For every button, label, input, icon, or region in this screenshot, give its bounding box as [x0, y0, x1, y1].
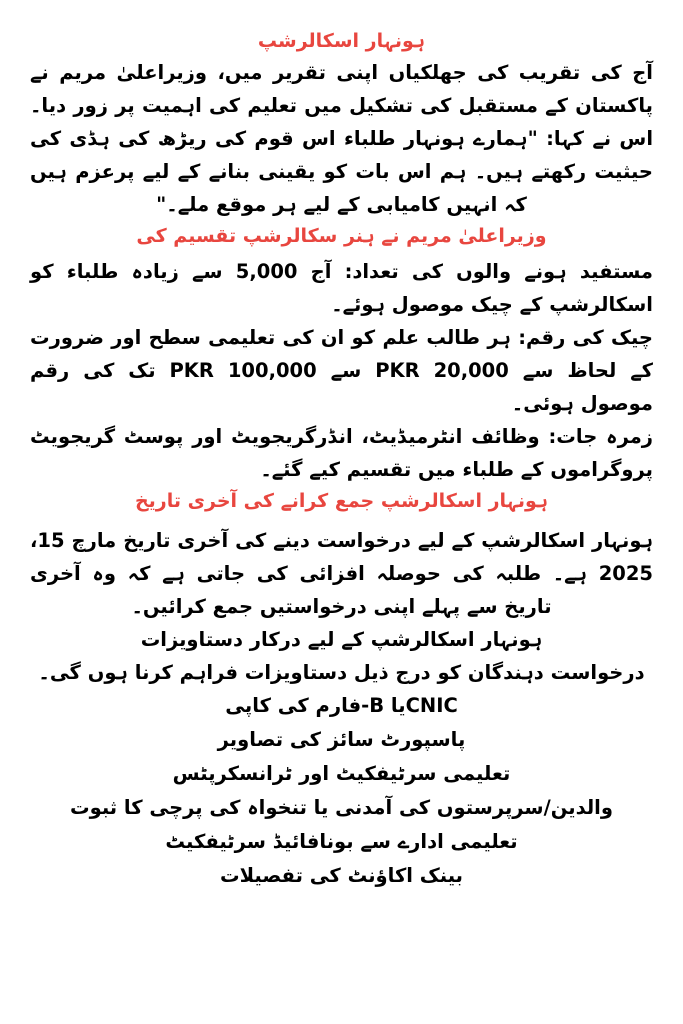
- list-item: تعلیمی سرٹیفکیٹ اور ٹرانسکرپٹس: [172, 762, 511, 785]
- list-item: CNICیا B-فارم کی کاپی: [225, 694, 458, 717]
- list-item: پاسپورٹ سائز کی تصاویر: [217, 728, 466, 751]
- list-item: تعلیمی ادارے سے بونافائیڈ سرٹیفکیٹ: [165, 830, 518, 853]
- section-heading-distribution: وزیراعلیٰ مریم نے ہنر سکالرشپ تقسیم کی: [136, 225, 547, 247]
- categories-paragraph: زمرہ جات: وظائف انٹرمیڈیٹ، انڈرگریجویٹ اور پوسٹ گریجویٹ پروگراموں کے طلباء میں تقسیم کیے گئے۔: [30, 425, 653, 481]
- list-item: والدین/سرپرستوں کی آمدنی یا تنخواہ کی پرچی کا ثبوت: [70, 796, 613, 819]
- beneficiaries-paragraph: مستفید ہونے والوں کی تعداد: آج 5,000 سے زیادہ طلباء کو اسکالرشپ کے چیک موصول ہوئے۔: [30, 260, 653, 316]
- section-heading-scholarship: ہونہار اسکالرشپ: [257, 30, 426, 52]
- speech-paragraph: آج کی تقریب کی جھلکیاں اپنی تقریر میں، وزیراعلیٰ مریم نے پاکستان کے مستقبل کی تشکیل میں تعلیم کی اہمیت پر زور دیا۔ اس نے کہا: "ہمارے ہونہار طلباء اس قوم کی ریڑھ کی ہڈی کی حیثیت رکھتے ہیں۔ ہم اس بات کو یقینی بنانے کے لیے پرعزم ہیں کہ انہیں کامیابی کے لیے ہر موقع ملے۔": [30, 61, 653, 216]
- documents-intro: درخواست دہندگان کو درج ذیل دستاویزات فراہم کرنا ہوں گی۔: [38, 661, 645, 684]
- documents-title: ہونہار اسکالرشپ کے لیے درکار دستاویزات: [140, 628, 543, 651]
- amount-paragraph: چیک کی رقم: ہر طالب علم کو ان کی تعلیمی سطح اور ضرورت کے لحاظ سے PKR 20,000 سے PKR 100,000 تک کی رقم موصول ہوئی۔: [30, 326, 653, 415]
- deadline-paragraph: ہونہار اسکالرشپ کے لیے درخواست دینے کی آخری تاریخ مارچ 15، 2025 ہے۔ طلبہ کی حوصلہ افزائی کی جاتی ہے کہ وہ آخری تاریخ سے پہلے اپنی درخواستیں جمع کرائیں۔: [30, 529, 653, 618]
- section-heading-deadline: ہونہار اسکالرشپ جمع کرانے کی آخری تاریخ: [134, 490, 548, 512]
- documents-list: [30, 689, 653, 893]
- list-item: بینک اکاؤنٹ کی تفصیلات: [219, 864, 463, 887]
